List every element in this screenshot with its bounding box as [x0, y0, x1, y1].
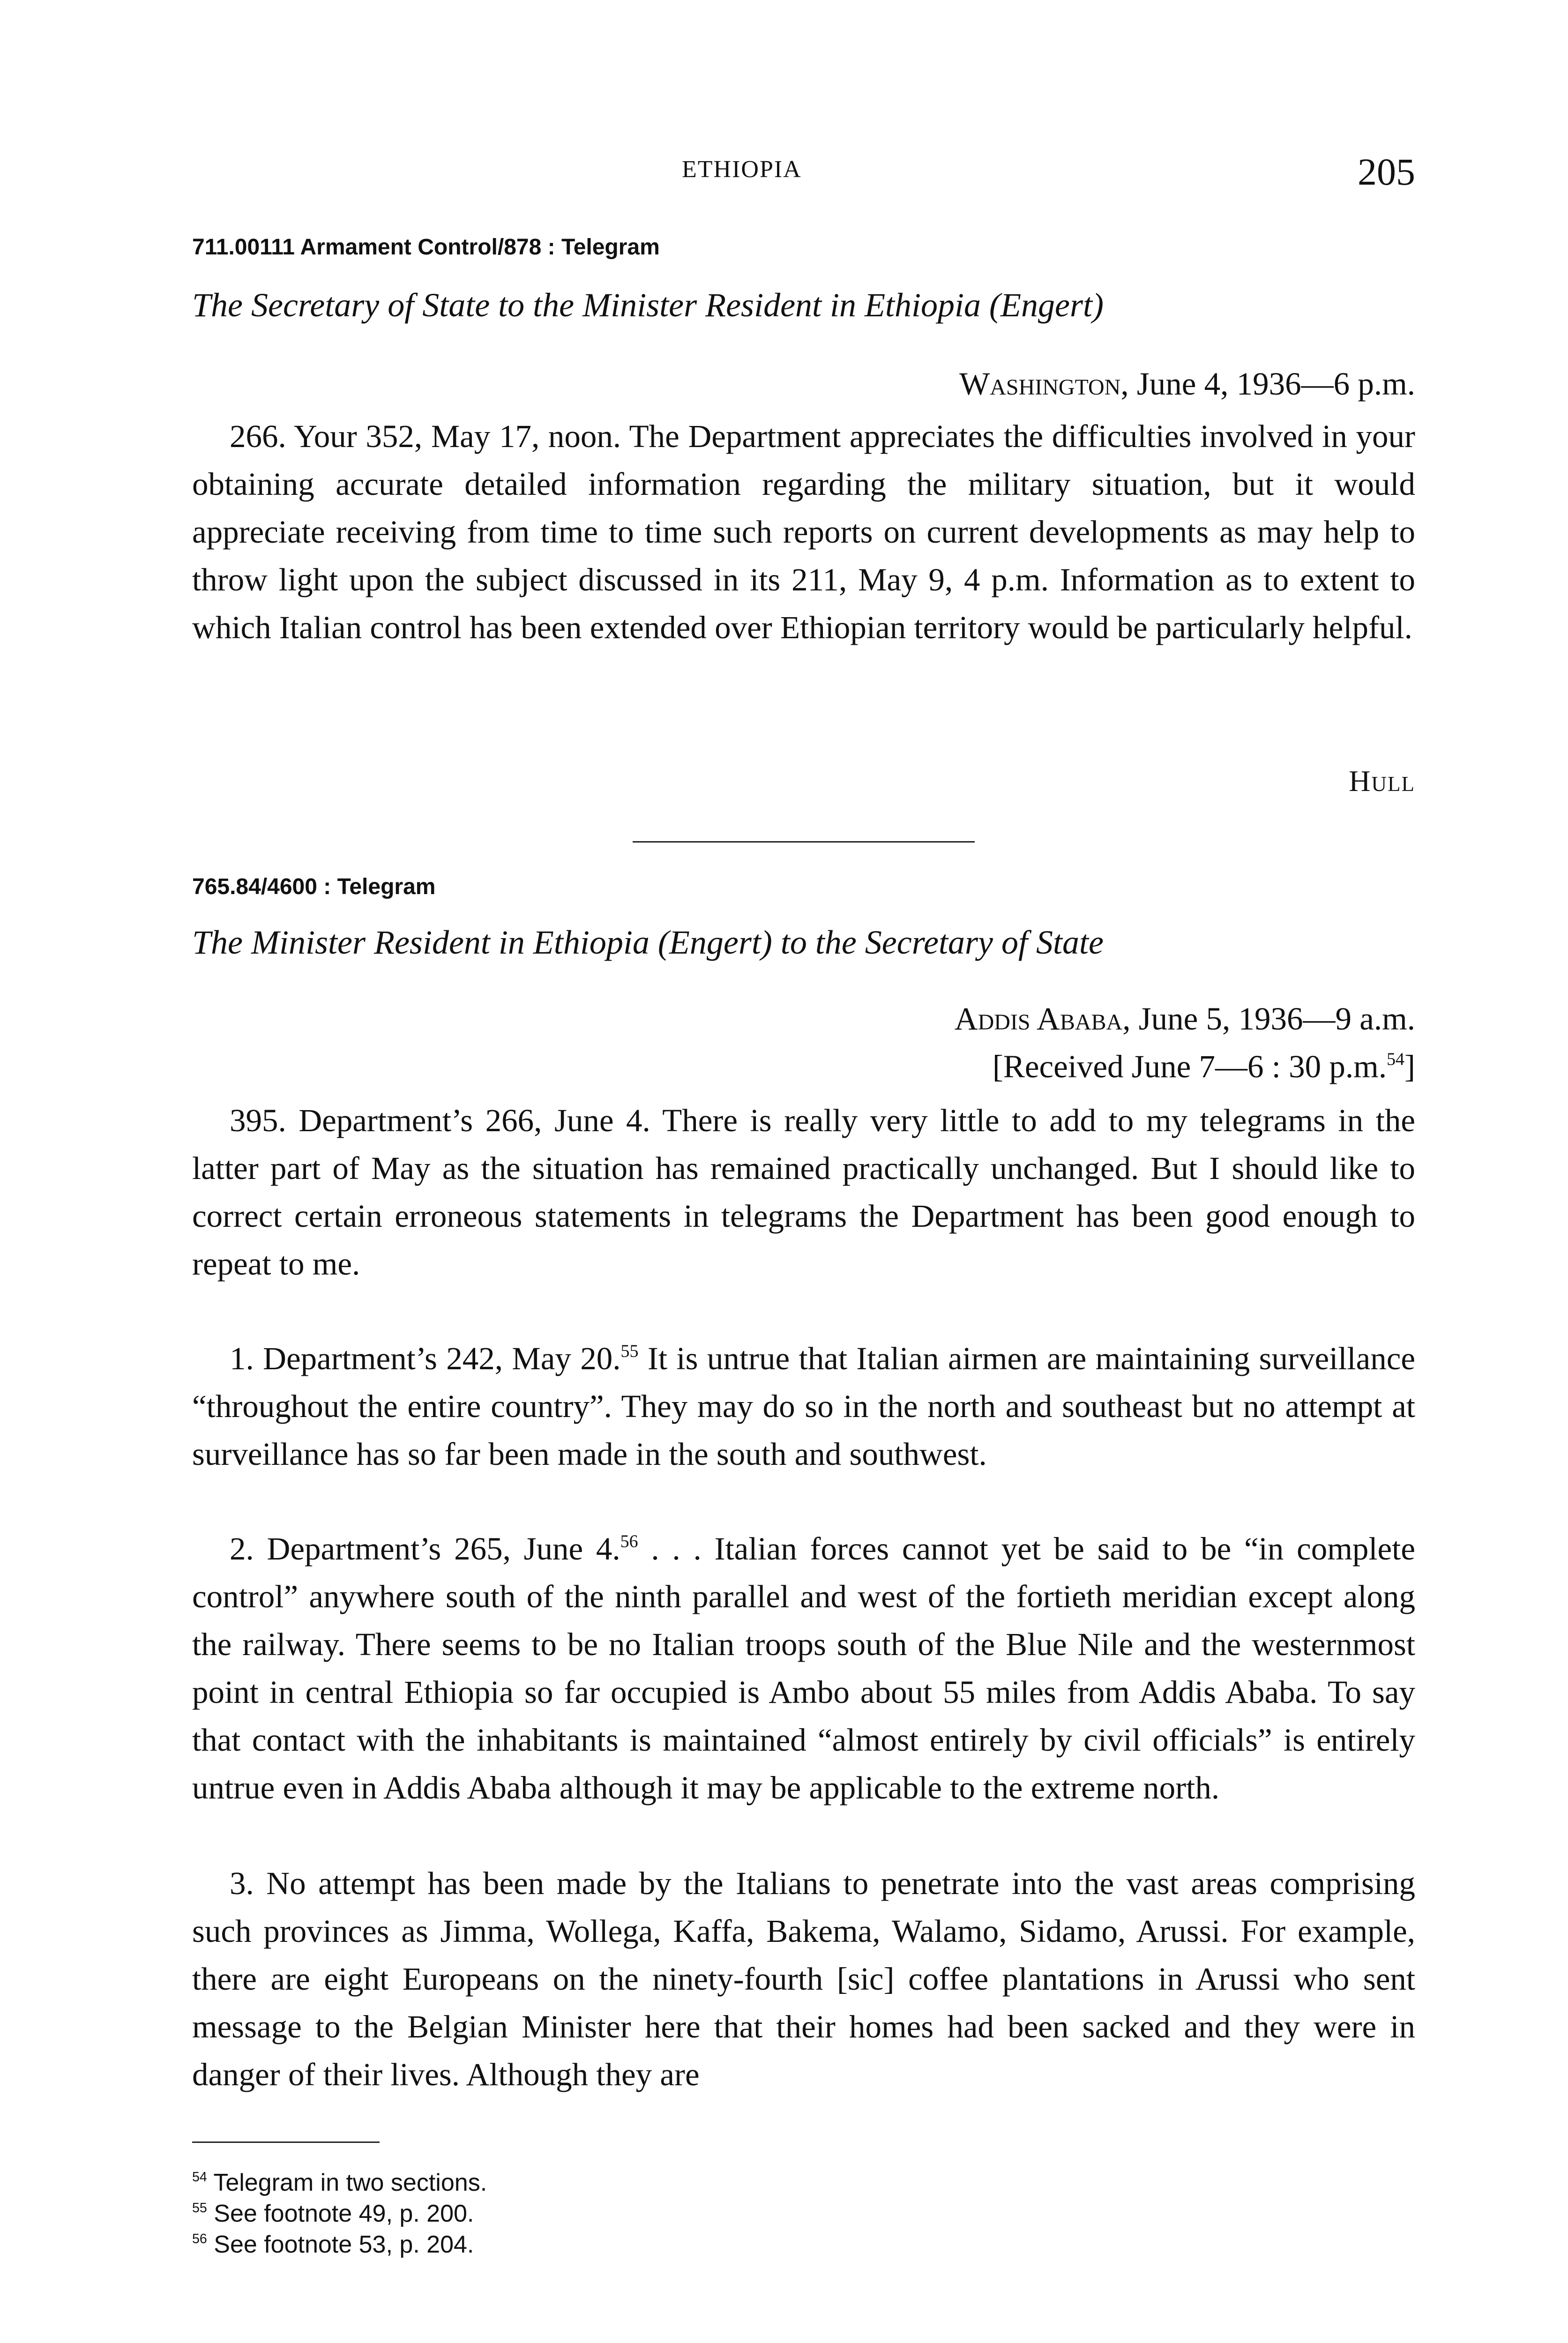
signature: Hull [1349, 764, 1415, 798]
dateline [955, 1000, 1415, 1037]
dateline-place: Addis Ababa, [954, 1001, 1131, 1037]
paragraph-text: It is untrue that Italian airmen are maintaining surveillance “throughout the entire country”. They may do so in the north and southeast but no attempt at surveillance has so far been made in the south and southwest. [192, 1341, 1415, 1472]
footnote-mark: 55 [192, 2200, 207, 2216]
dateline-place: Washington, [959, 366, 1129, 402]
footnote-divider [192, 2142, 380, 2143]
footnote [192, 2229, 1415, 2260]
body-paragraph [192, 1335, 1415, 1478]
document-page [192, 0, 1415, 2343]
footnote-mark: 56 [192, 2231, 207, 2246]
footnote-text: See footnote 49, p. 200. [214, 2200, 474, 2227]
paragraph-text: . . . Italian forces cannot yet be said to be “in complete control” anywhere south of the ninth parallel and west of the fortieth meridian except along the railway. There seems to be no Italian troops south of the Blue Nile and the westernmost point in central Ethiopia so far occupied is Ambo about 55 miles from Addis Ababa. To say that contact with the inhabitants is maintained “almost entirely by civil officials” is entirely untrue even in Addis Ababa although it may be applicable to the extreme north. [192, 1531, 1415, 1806]
footnote-ref: 54 [1387, 1049, 1405, 1069]
footnote-text: See footnote 53, p. 204. [214, 2231, 474, 2258]
received-text: [Received June 7—6 : 30 p.m. [992, 1049, 1387, 1084]
footnote [192, 2198, 1415, 2229]
page-number: 205 [1358, 150, 1415, 193]
footnote-mark: 54 [192, 2169, 207, 2185]
dateline [959, 366, 1415, 403]
footnote [192, 2167, 1415, 2198]
page-header [192, 150, 1415, 197]
running-head: ETHIOPIA [682, 156, 802, 183]
document-title: The Minister Resident in Ethiopia (Engert) to the Secretary of State [192, 924, 1104, 961]
paragraph-lead: 2. Department’s 265, June 4. [230, 1531, 620, 1567]
paragraph-lead: 1. Department’s 242, May 20. [230, 1341, 621, 1376]
telegram-body [192, 412, 1415, 651]
dateline-date: June 5, 1936—9 a.m. [1130, 1001, 1415, 1037]
document-title: The Secretary of State to the Minister Resident in Ethiopia (Engert) [192, 286, 1104, 324]
received-close: ] [1404, 1049, 1415, 1084]
telegram-body-text: 266. Your 352, May 17, noon. The Department appreciates the difficulties involved in your obtaining accurate detailed information regarding the military situation, but it would appreciate receiving from time to time such reports on current developments as may help to throw light upon the subject discussed in its 211, May 9, 4 p.m. Information as to extent to which Italian control has been extended over Ethiopian territory would be particularly helpful. [192, 418, 1415, 645]
body-paragraph [192, 1525, 1415, 1812]
body-paragraph [192, 1097, 1415, 1288]
body-paragraph [192, 1859, 1415, 2098]
paragraph-text: 3. No attempt has been made by the Italians to penetrate into the vast areas comprising such provinces as Jimma, Wollega, Kaffa, Bakema, Walamo, Sidamo, Arussi. For example, there are eight Europeans on the ninety-fourth [sic] coffee plantations in Arussi who sent message to the Belgian Minister here that their homes had been sacked and they were in danger of their lives. Although they are [192, 1865, 1415, 2092]
footnotes [192, 2167, 1415, 2260]
document-file-number: 765.84/4600 : Telegram [192, 874, 436, 899]
paragraph-text: 395. Department’s 266, June 4. There is really very little to add to my telegrams in the latter part of May as the situation has remained practically unchanged. But I should like to correct certain erroneous statements in telegrams the Department has been good enough to repeat to me. [192, 1103, 1415, 1282]
document-file-number: 711.00111 Armament Control/878 : Telegram [192, 235, 660, 260]
footnote-ref: 55 [620, 1341, 639, 1361]
received-line [993, 1048, 1415, 1085]
footnote-ref: 56 [620, 1531, 638, 1552]
dateline-date: June 4, 1936—6 p.m. [1128, 366, 1415, 402]
footnote-text: Telegram in two sections. [213, 2169, 487, 2196]
section-divider [633, 841, 975, 843]
